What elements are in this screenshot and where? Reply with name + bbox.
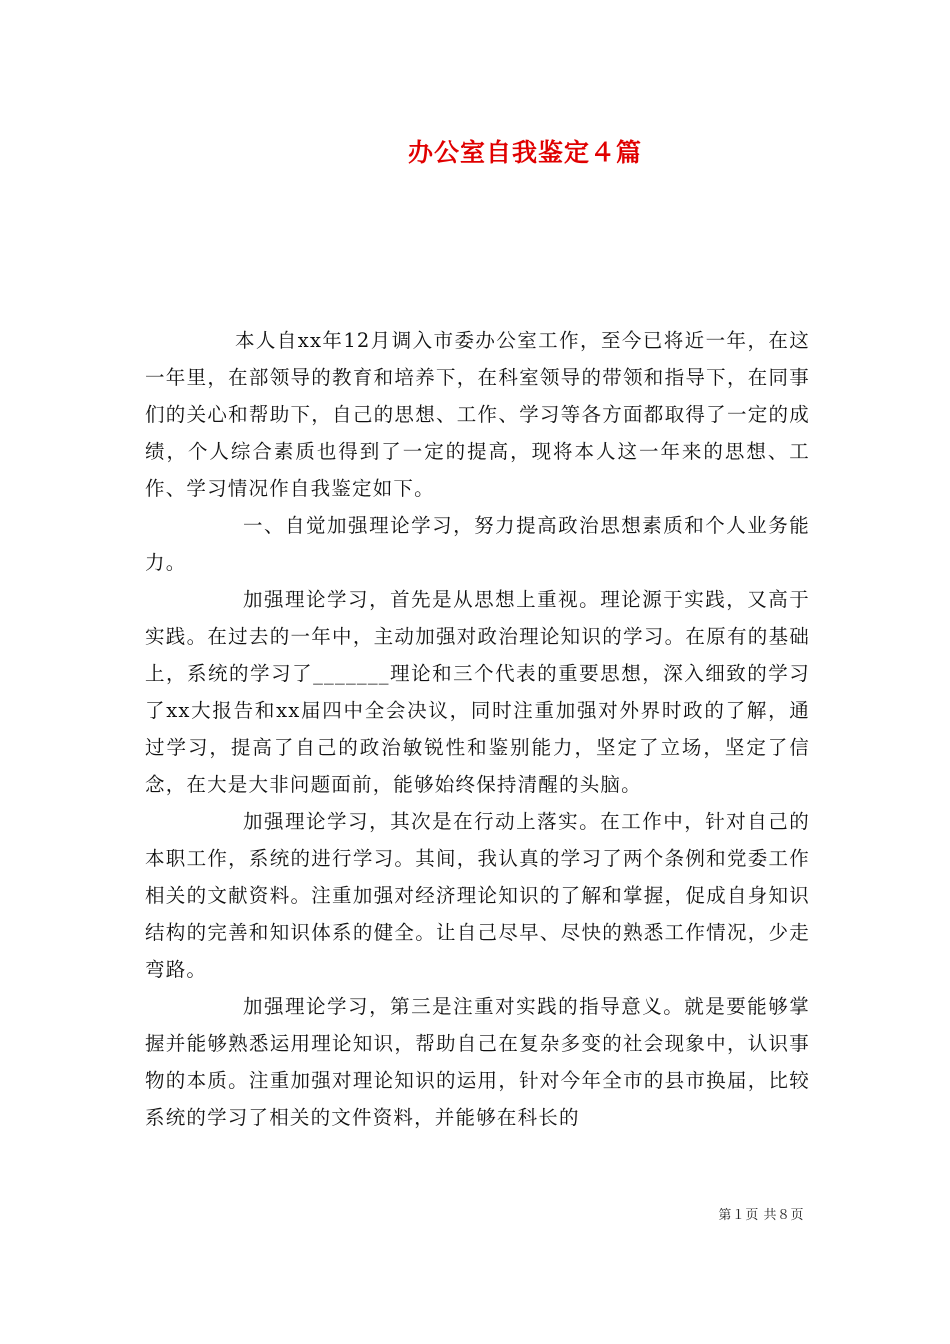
body-paragraph: 加强理论学习，首先是从思想上重视。理论源于实践，又高于实践。在过去的一年中，主动加强对政治理论知识的学习。在原有的基础上，系统的学习了_______理论和三个代表的重要思想，深入细致的学习了xx大报告和xx届四中全会决议，同时注重加强对外界时政的了解，通过学习，提高了自己的政治敏锐性和鉴别能力，坚定了立场，坚定了信念，在大是大非问题面前，能够始终保持清醒的头脑。	[145, 588, 810, 796]
page-number: 第１页 共８页	[718, 1208, 804, 1223]
section-heading: 一、自觉加强理论学习，努力提高政治思想素质和个人业务能力。	[145, 514, 810, 574]
body-paragraph: 本人自xx年12月调入市委办公室工作，至今已将近一年，在这一年里，在部领导的教育和培养下，在科室领导的带领和指导下，在同事们的关心和帮助下，自己的思想、工作、学习等各方面都取得了一定的成绩，个人综合素质也得到了一定的提高，现将本人这一年来的思想、工作、学习情况作自我鉴定如下。	[145, 329, 810, 500]
body-paragraph: 加强理论学习，其次是在行动上落实。在工作中，针对自己的本职工作，系统的进行学习。其间，我认真的学习了两个条例和党委工作相关的文献资料。注重加强对经济理论知识的了解和掌握，促成自身知识结构的完善和知识体系的健全。让自己尽早、尽快的熟悉工作情况，少走弯路。	[145, 810, 810, 981]
document-title: 办公室自我鉴定４篇	[407, 138, 642, 167]
body-paragraph: 加强理论学习，第三是注重对实践的指导意义。就是要能够掌握并能够熟悉运用理论知识，帮助自己在复杂多变的社会现象中，认识事物的本质。注重加强对理论知识的运用，针对今年全市的县市换届，比较系统的学习了相关的文件资料，并能够在科长的	[145, 995, 810, 1129]
document-body	[145, 322, 810, 1136]
